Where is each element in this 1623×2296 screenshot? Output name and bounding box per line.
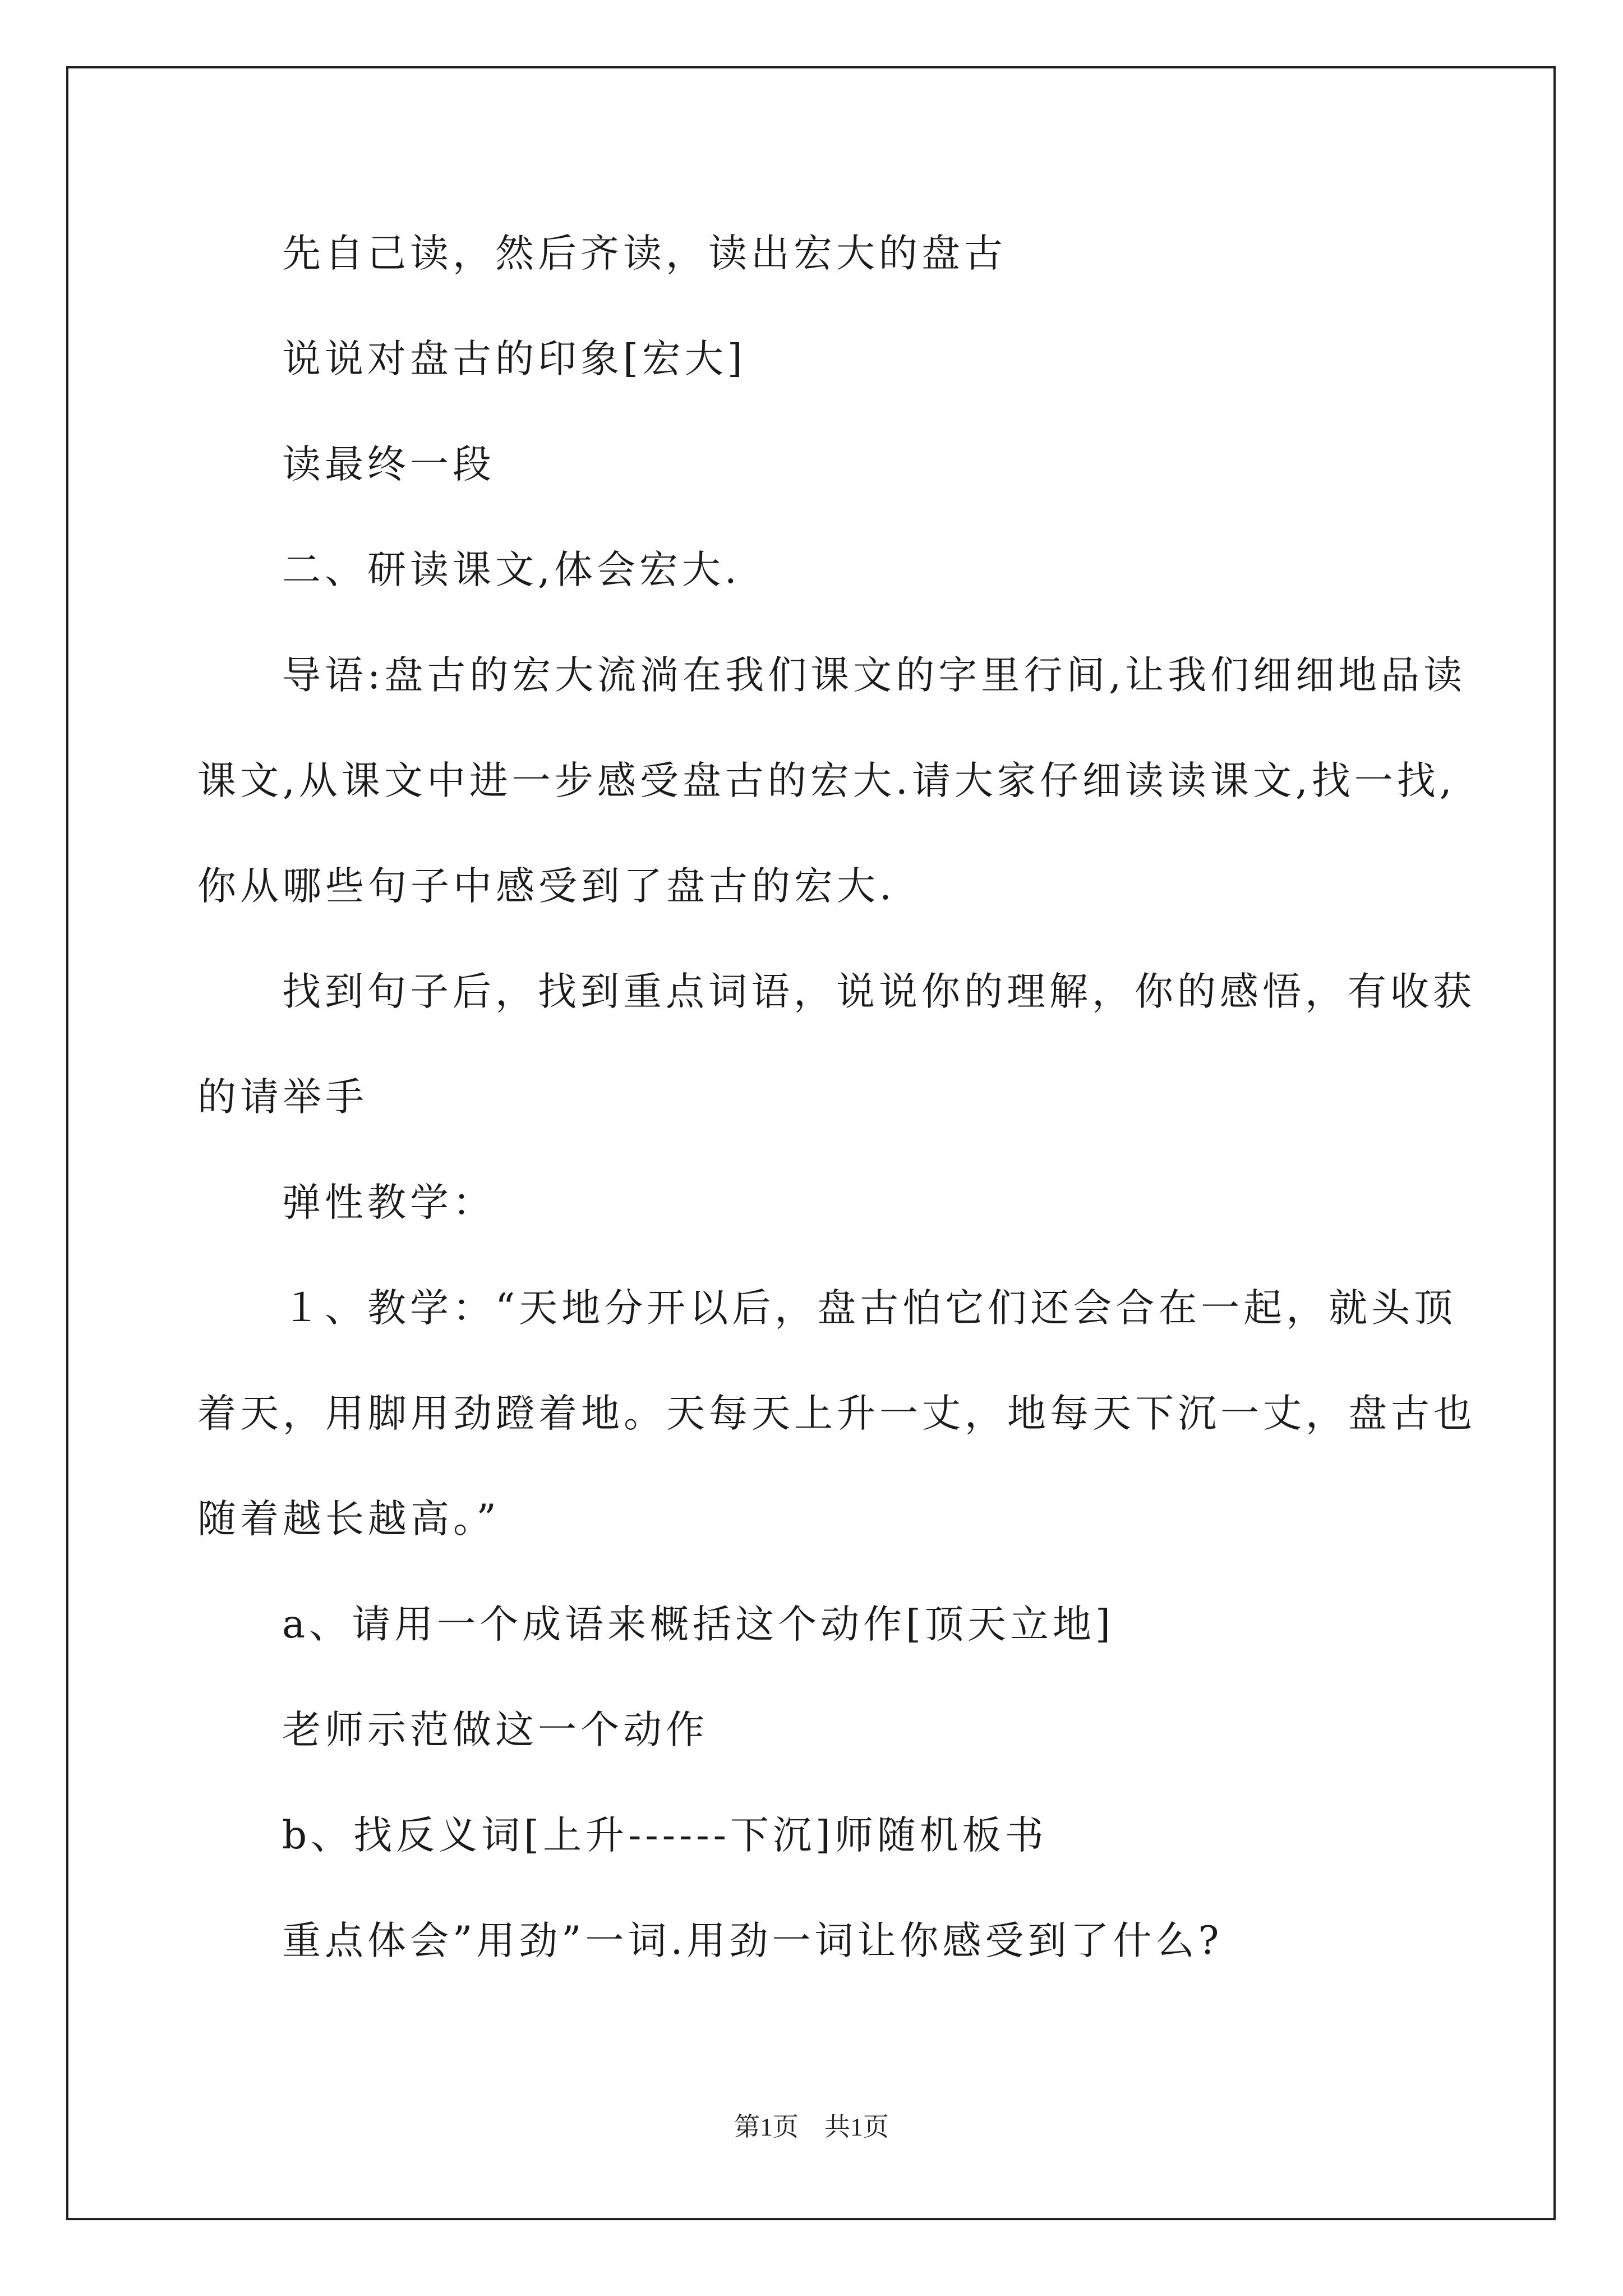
paragraph-line: 你从哪些句子中感受到了盘古的宏大. xyxy=(197,864,896,909)
paragraph-line: 找到句子后，找到重点词语，说说你的理解，你的感悟，有收获 xyxy=(282,969,1476,1014)
paragraph-line: 随着越长越高。” xyxy=(197,1497,500,1542)
paragraph-line: a、请用一个成语来概括这个动作[顶天立地] xyxy=(282,1602,1114,1647)
page-border xyxy=(66,66,1556,2220)
paragraph-line: 着天，用脚用劲蹬着地。天每天上升一丈，地每天下沉一丈，盘古也 xyxy=(197,1391,1476,1436)
paragraph-line: 读最终一段 xyxy=(282,442,495,487)
page-footer: 第1页 共1页 xyxy=(734,2113,889,2141)
paragraph-line: 弹性教学： xyxy=(282,1180,495,1225)
paragraph-line: 课文,从课文中进一步感受盘古的宏大.请大家仔细读读课文,找一找, xyxy=(197,758,1456,803)
paragraph-line: 的请举手 xyxy=(197,1075,368,1120)
section-heading: 二、研读课文,体会宏大. xyxy=(282,547,741,592)
paragraph-line: １、教学：“天地分开以后，盘古怕它们还会合在一起，就头顶 xyxy=(282,1286,1457,1331)
paragraph-line: 导语:盘古的宏大流淌在我们课文的字里行间,让我们细细地品读 xyxy=(282,653,1467,698)
paragraph-line: 老师示范做这一个动作 xyxy=(282,1708,708,1752)
paragraph-line: 先自己读，然后齐读，读出宏大的盘古 xyxy=(282,231,1007,276)
paragraph-line: 重点体会”用劲”一词.用劲一词让你感受到了什么? xyxy=(282,1918,1223,1963)
paragraph-line: b、找反义词[上升------下沉]师随机板书 xyxy=(282,1813,1048,1858)
paragraph-line: 说说对盘古的印象[宏大] xyxy=(282,337,746,381)
